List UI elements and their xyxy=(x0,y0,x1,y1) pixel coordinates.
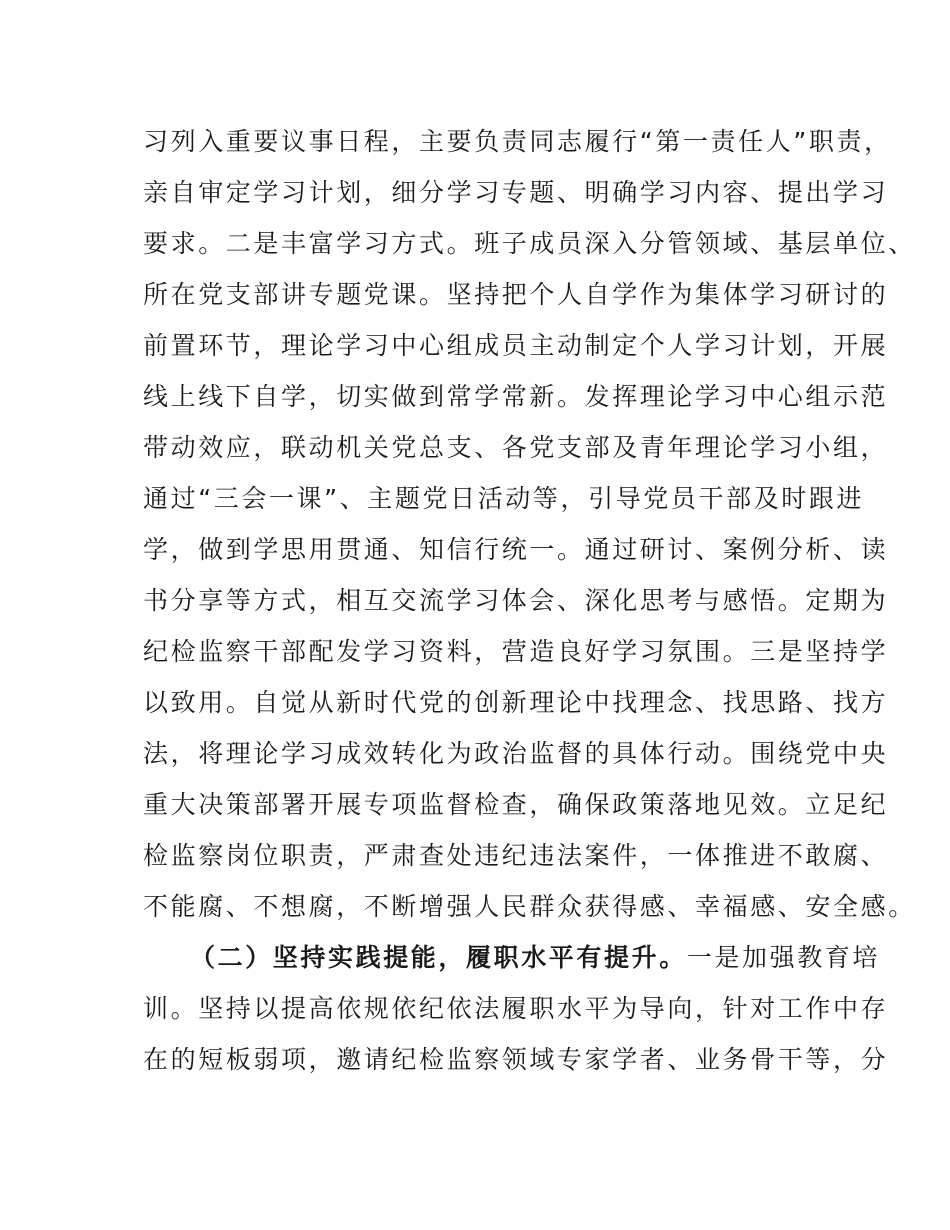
text-line: 在的短板弱项，邀请纪检监察领域专家学者、业务骨干等，分 xyxy=(143,1045,889,1074)
text-line: 前置环节，理论学习中心组成员主动制定个人学习计划，开展 xyxy=(143,331,889,360)
text-line: 亲自审定学习计划，细分学习专题、明确学习内容、提出学习 xyxy=(143,178,889,207)
section-heading-line xyxy=(190,938,881,978)
text-line: 不能腐、不想腐，不断增强人民群众获得感、幸福感、安全感。 xyxy=(143,892,916,921)
heading-line-rest: 一是加强教育培 xyxy=(686,943,881,972)
text-line: 重大决策部署开展专项监督检查，确保政策落地见效。立足纪 xyxy=(143,790,889,819)
text-line: 书分享等方式，相互交流学习体会、深化思考与感悟。定期为 xyxy=(143,586,889,615)
text-line: 法，将理论学习成效转化为政治监督的具体行动。围绕党中央 xyxy=(143,739,889,768)
section-heading: （二）坚持实践提能，履职水平有提升。 xyxy=(190,943,687,972)
text-line: 以致用。自觉从新时代党的创新理论中找理念、找思路、找方 xyxy=(143,688,889,717)
text-line: 要求。二是丰富学习方式。班子成员深入分管领域、基层单位、 xyxy=(143,229,916,258)
text-line: 通过“三会一课”、主题党日活动等，引导党员干部及时跟进 xyxy=(143,484,865,513)
text-line: 训。坚持以提高依规依纪依法履职水平为导向，针对工作中存 xyxy=(143,994,889,1023)
text-line: 习列入重要议事日程，主要负责同志履行“第一责任人”职责， xyxy=(143,127,892,156)
text-line: 线上线下自学，切实做到常学常新。发挥理论学习中心组示范 xyxy=(143,382,889,411)
text-line: 所在党支部讲专题党课。坚持把个人自学作为集体学习研讨的 xyxy=(143,280,889,309)
text-line: 带动效应，联动机关党总支、各党支部及青年理论学习小组， xyxy=(143,433,889,462)
text-line: 学，做到学思用贯通、知信行统一。通过研讨、案例分析、读 xyxy=(143,535,889,564)
text-line: 检监察岗位职责，严肃查处违纪违法案件，一体推进不敢腐、 xyxy=(143,841,889,870)
text-line: 纪检监察干部配发学习资料，营造良好学习氛围。三是坚持学 xyxy=(143,637,889,666)
